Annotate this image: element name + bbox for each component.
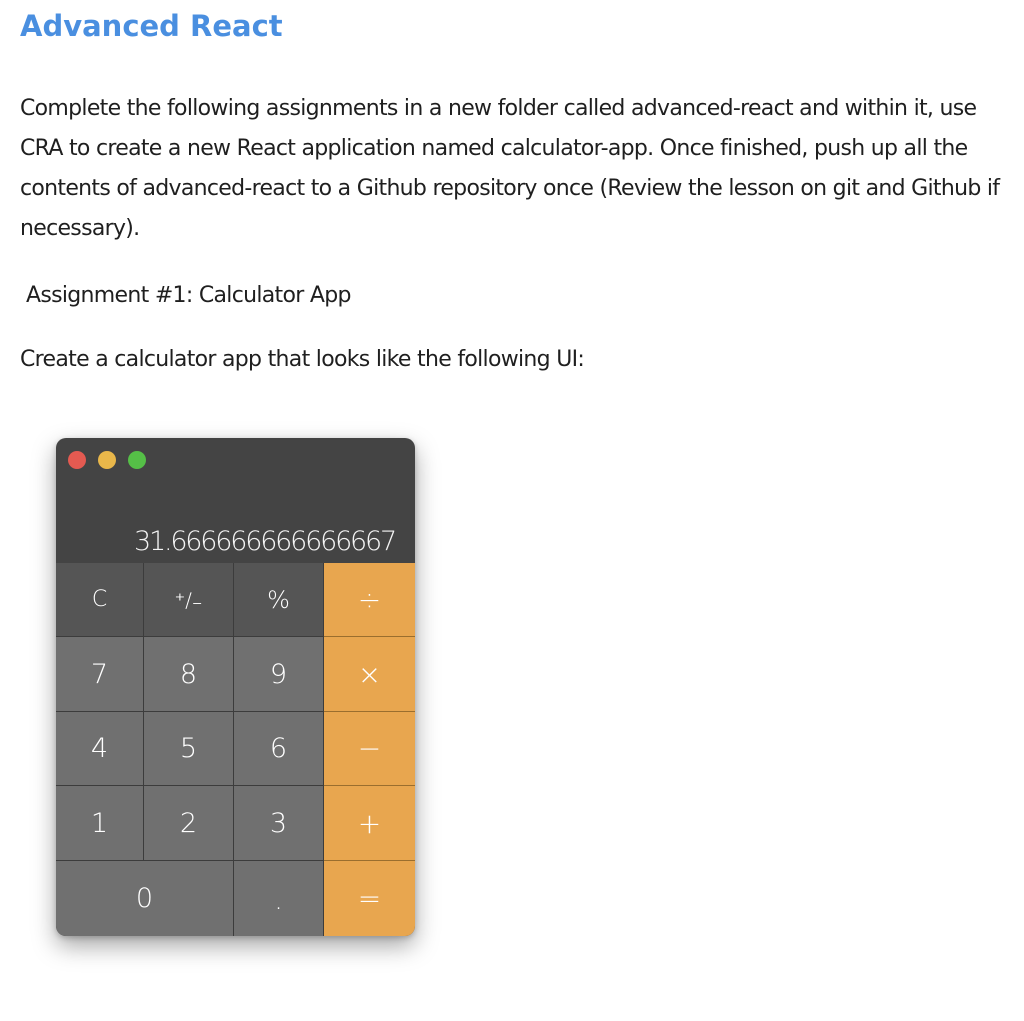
percent-button[interactable]: % bbox=[234, 563, 324, 637]
digit-6-button[interactable]: 6 bbox=[234, 712, 324, 786]
digit-9-button[interactable]: 9 bbox=[234, 637, 324, 712]
assignment-heading: Assignment #1: Calculator App bbox=[26, 283, 351, 308]
decimal-button[interactable]: . bbox=[234, 861, 324, 936]
digit-3-button[interactable]: 3 bbox=[234, 786, 324, 861]
digit-8-button[interactable]: 8 bbox=[144, 637, 234, 712]
multiply-button[interactable]: × bbox=[324, 637, 415, 712]
page-title: Advanced React bbox=[20, 9, 283, 43]
add-button[interactable]: + bbox=[324, 786, 415, 861]
window-titlebar bbox=[56, 438, 415, 484]
divide-button[interactable]: ÷ bbox=[324, 563, 415, 637]
maximize-window-icon[interactable] bbox=[128, 451, 146, 469]
digit-5-button[interactable]: 5 bbox=[144, 712, 234, 786]
intro-paragraph: Complete the following assignments in a new folder called advanced-react and within it, use CRA to create a new React application named calculator-app. Once finished, push up all the contents of advanced-react to a Github repository once (Review the lesson on git and Github if necessary). bbox=[20, 96, 1000, 241]
digit-1-button[interactable]: 1 bbox=[56, 786, 144, 861]
digit-0-button[interactable]: 0 bbox=[56, 861, 234, 936]
subtract-button[interactable]: − bbox=[324, 712, 415, 786]
clear-button[interactable]: C bbox=[56, 563, 144, 637]
instruction-text: Create a calculator app that looks like the following UI: bbox=[20, 347, 585, 372]
digit-7-button[interactable]: 7 bbox=[56, 637, 144, 712]
minimize-window-icon[interactable] bbox=[98, 451, 116, 469]
digit-2-button[interactable]: 2 bbox=[144, 786, 234, 861]
calculator-display: 31.666666666666667 bbox=[133, 526, 395, 557]
digit-4-button[interactable]: 4 bbox=[56, 712, 144, 786]
close-window-icon[interactable] bbox=[68, 451, 86, 469]
calculator-illustration bbox=[56, 438, 415, 936]
sign-toggle-button[interactable]: ⁺∕₋ bbox=[144, 563, 234, 637]
equals-button[interactable]: = bbox=[324, 861, 415, 936]
